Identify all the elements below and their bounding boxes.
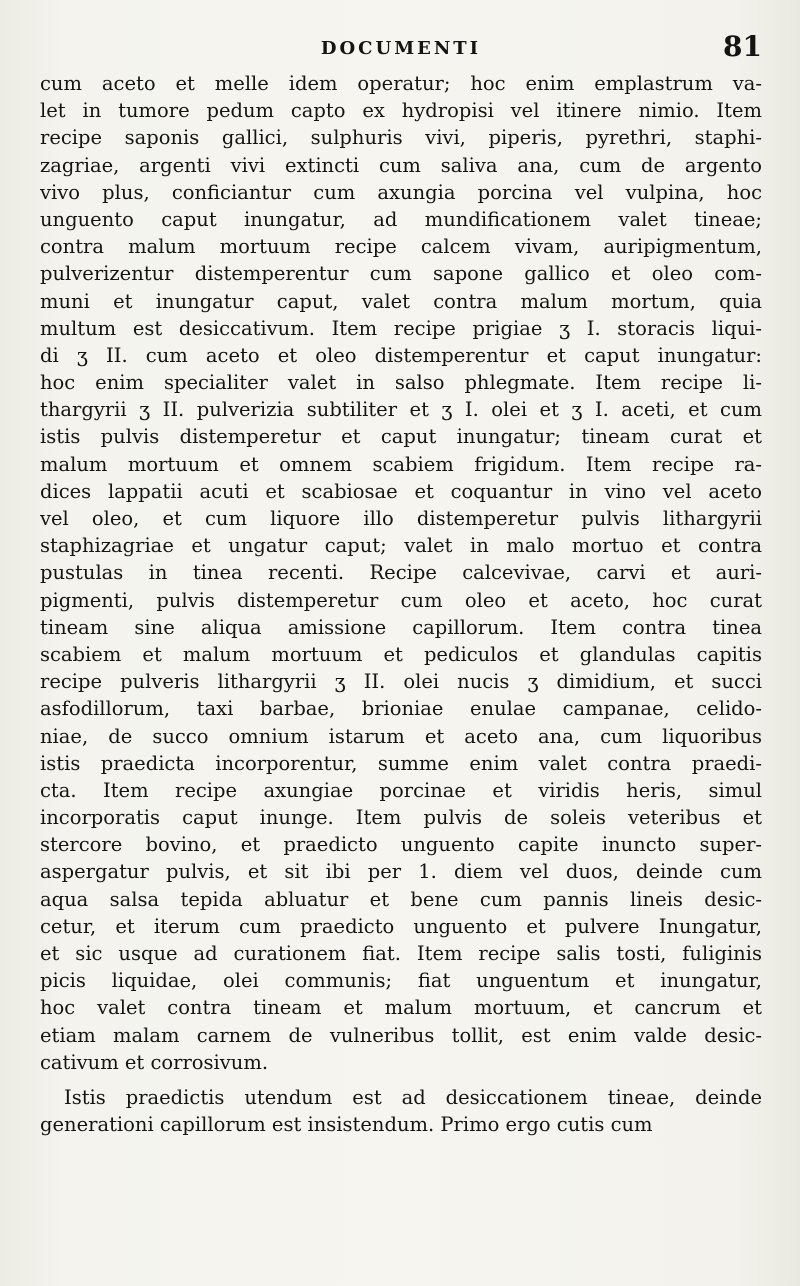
text-line: istis pulvis distemperetur et caput inungatur; tineam curat et [40, 425, 762, 449]
text-line: incorporatis caput inunge. Item pulvis de soleis veteribus et [40, 806, 762, 830]
text-line: let in tumore pedum capto ex hydropisi vel itinere nimio. Item [40, 99, 762, 123]
text-line: et sic usque ad curationem fiat. Item recipe salis tosti, fuliginis [40, 942, 762, 965]
text-line: cetur, et iterum cum praedicto unguento et pulvere Inungatur, [40, 914, 762, 938]
page-header [40, 30, 762, 64]
text-line: malum mortuum et omnem scabiem frigidum. Item recipe ra- [40, 452, 762, 476]
text-line: vivo plus, conficiantur cum axungia porcina vel vulpina, hoc [40, 180, 762, 204]
text-line: dices lappatii acuti et scabiosae et coquantur in vino vel aceto [40, 479, 762, 503]
text-line: hoc enim specialiter valet in salso phlegmate. Item recipe li- [40, 371, 762, 395]
text-line: cta. Item recipe axungiae porcinae et viridis heris, simul [40, 778, 762, 802]
text-line: scabiem et malum mortuum et pediculos et glandulas capitis [40, 642, 762, 666]
text-line: asfodillorum, taxi barbae, brioniae enulae campanae, celido- [40, 697, 762, 721]
text-line: zagriae, argenti vivi extincti cum saliva ana, cum de argento [40, 153, 762, 177]
text-line: aspergatur pulvis, et sit ibi per 1. diem vel duos, deinde cum [40, 860, 762, 884]
text-line: staphizagriae et ungatur caput; valet in malo mortuo et contra [40, 534, 762, 558]
text-line: picis liquidae, olei communis; fiat unguentum et inungatur, [40, 969, 762, 993]
text-line: aqua salsa tepida abluatur et bene cum pannis lineis desic- [40, 887, 762, 911]
text-line: recipe pulveris lithargyrii ʒ II. olei nucis ʒ dimidium, et succi [40, 670, 762, 694]
text-line: Istis praedictis utendum est ad desiccationem tineae, deinde [64, 1085, 762, 1109]
text-line: contra malum mortuum recipe calcem vivam, auripigmentum, [40, 235, 762, 259]
text-line: tineam sine aliqua amissione capillorum. Item contra tinea [40, 615, 762, 639]
text-line: muni et inungatur caput, valet contra malum mortum, quia [40, 289, 762, 313]
text-line: multum est desiccativum. Item recipe prigiae ʒ I. storacis liqui- [40, 316, 762, 340]
text-line: cum aceto et melle idem operatur; hoc enim emplastrum va- [40, 72, 762, 95]
text-line: niae, de succo omnium istarum et aceto ana, cum liquoribus [40, 724, 762, 748]
text-line: pustulas in tinea recenti. Recipe calcevivae, carvi et auri- [40, 561, 762, 585]
text-line: cativum et corrosivum. [40, 1050, 269, 1074]
text-line: etiam malam carnem de vulneribus tollit, est enim valde desic- [40, 1023, 762, 1047]
text-line: di ʒ II. cum aceto et oleo distemperentur et caput inungatur: [40, 343, 762, 367]
paragraph-gap [40, 1076, 762, 1084]
text-line: pigmenti, pulvis distemperetur cum oleo et aceto, hoc curat [40, 588, 762, 612]
text-line: stercore bovino, et praedicto unguento capite inuncto super- [40, 833, 762, 857]
text-line: generationi capillorum est insistendum. Primo ergo cutis cum [40, 1113, 653, 1137]
body-text [40, 70, 762, 1138]
text-line: vel oleo, et cum liquore illo distemperetur pulvis lithargyrii [40, 507, 762, 530]
page-number: 81 [723, 30, 762, 63]
text-line: hoc valet contra tineam et malum mortuum, et cancrum et [40, 996, 762, 1020]
text-line: istis praedicta incorporentur, summe enim valet contra praedi- [40, 751, 762, 775]
paragraph [40, 1084, 762, 1138]
text-line: unguento caput inungatur, ad mundificationem valet tineae; [40, 207, 762, 231]
running-head: DOCUMENTI [320, 38, 482, 59]
text-line: recipe saponis gallici, sulphuris vivi, piperis, pyrethri, staphi- [40, 126, 762, 150]
paragraph [40, 70, 762, 1076]
text-line: thargyrii ʒ II. pulverizia subtiliter et ʒ I. olei et ʒ I. aceti, et cum [40, 398, 762, 422]
text-line: pulverizentur distemperentur cum sapone gallico et oleo com- [40, 262, 762, 286]
